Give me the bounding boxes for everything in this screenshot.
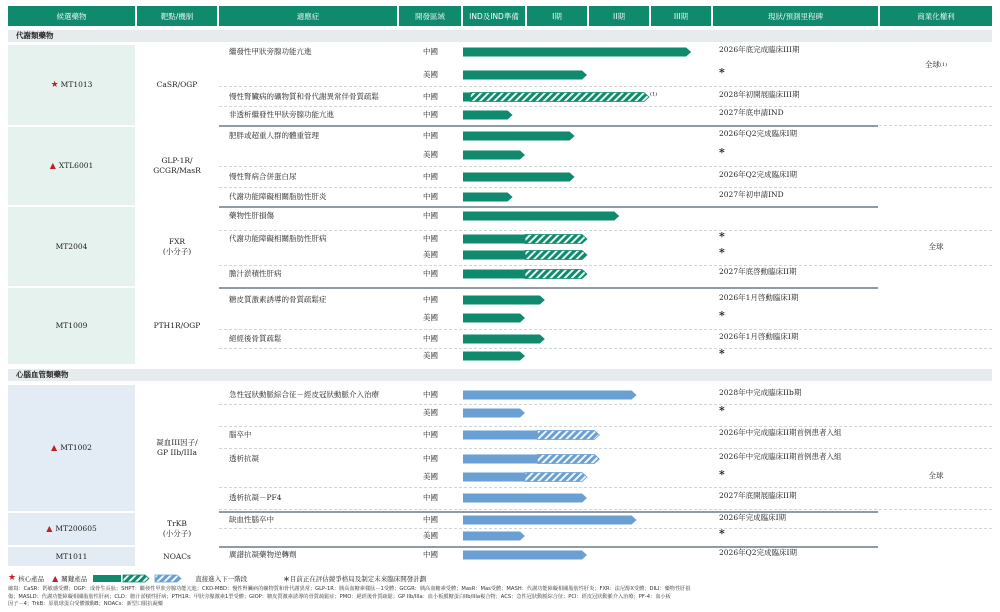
progress-bar <box>463 132 575 141</box>
milestone-status: * <box>719 146 725 159</box>
milestone-status: 2026年1月啓動臨床I期 <box>719 332 799 341</box>
rights-text: 全球 <box>924 60 940 69</box>
bar-hatched-segment <box>537 455 599 464</box>
column-header: II期 <box>589 6 649 26</box>
bar-solid-segment <box>463 551 587 560</box>
progress-bar <box>463 296 545 305</box>
core-product-star-icon: ★ <box>8 573 17 583</box>
milestone-status: * <box>719 347 725 360</box>
progress-bar <box>463 409 525 418</box>
milestone-status: 2026年Q2完成臨床I期 <box>719 129 797 138</box>
bar-solid-segment <box>463 431 537 440</box>
bar-solid-segment <box>463 71 587 80</box>
region: 中國 <box>423 47 438 56</box>
region: 美國 <box>423 408 438 417</box>
bar-solid-segment <box>463 352 525 361</box>
indication: 絕經後骨質疏鬆 <box>229 334 282 343</box>
legend-core-label: 核心產品 <box>18 574 45 583</box>
bar-solid-segment <box>463 409 525 418</box>
progress-bar <box>463 71 587 80</box>
milestone-status: 2026年完成臨床I期 <box>719 513 787 522</box>
region: 美國 <box>423 351 438 360</box>
bar-solid-segment <box>463 532 525 541</box>
progress-bar <box>463 235 587 244</box>
legend-key-label: 關鍵產品 <box>61 574 88 583</box>
bar-solid-segment <box>463 455 537 464</box>
column-header: IND及IND準備 <box>463 6 525 26</box>
candidate-name: MT1002 <box>60 443 92 452</box>
asterisk-icon: ＊ <box>283 574 290 583</box>
indication: 藥物性肝損傷 <box>229 211 274 220</box>
milestone-status: * <box>719 246 725 259</box>
region: 中國 <box>423 211 438 220</box>
region: 中國 <box>423 92 438 101</box>
target-mechanism: CaSR/OGP <box>156 80 198 89</box>
column-header: 開發區域 <box>399 6 461 26</box>
milestone-status: * <box>719 230 725 243</box>
milestone-status: 2026年中完成臨床II期首例患者入組 <box>719 428 842 437</box>
legend-hatch-swatches <box>93 574 185 583</box>
core-product-star-icon: ★ <box>50 80 59 90</box>
region: 中國 <box>423 234 438 243</box>
column-header: 商業化權利 <box>880 6 992 26</box>
milestone-status: 2026年Q2完成臨床I期 <box>719 548 797 557</box>
candidate-name: MT2004 <box>55 241 88 251</box>
candidate-name: MT1009 <box>55 321 88 330</box>
progress-bar <box>463 551 587 560</box>
milestone-status: 2027年初申請IND <box>719 190 784 199</box>
indication: 慢性腎臟病的礦物質和骨代謝異常伴骨質疏鬆 <box>229 92 379 101</box>
region: 中國 <box>423 493 438 502</box>
column-header: I期 <box>527 6 587 26</box>
legend-star-note: 目前正在評估競爭格局及制定未來臨床開發計劃 <box>289 574 427 583</box>
region: 美國 <box>423 150 438 159</box>
milestone-status: 2028年中完成臨床IIb期 <box>719 388 802 397</box>
column-header: 現狀/預測里程碑 <box>713 6 878 26</box>
milestone-status: * <box>719 309 725 322</box>
region: 美國 <box>423 472 438 481</box>
indication: 慢性腎病合併蛋白尿 <box>229 172 297 181</box>
progress-bar <box>463 111 513 120</box>
progress-bar <box>463 212 619 221</box>
progress-bar <box>463 193 513 202</box>
region: 中國 <box>423 172 438 181</box>
bar-solid-segment <box>463 193 513 202</box>
progress-bar <box>463 352 525 361</box>
target-mechanism: FXR (小分子) <box>162 236 192 256</box>
milestone-status: 2026年中完成臨床II期首例患者入組 <box>719 452 842 461</box>
bar-solid-segment <box>463 251 525 260</box>
target-mechanism: TrKB (小分子) <box>162 519 192 538</box>
region: 中國 <box>423 269 438 278</box>
region: 中國 <box>423 295 438 304</box>
rights-text: 全球 <box>928 241 944 251</box>
bar-hatched-segment <box>525 270 587 279</box>
bar-solid-segment <box>463 270 525 279</box>
progress-bar <box>463 391 637 400</box>
region: 中國 <box>423 550 438 559</box>
section-title-metabolic: 代謝類藥物 <box>8 30 992 42</box>
candidate-name: MT200605 <box>55 524 97 533</box>
milestone-status: 2026年底完成臨床III期 <box>719 45 800 54</box>
region: 中國 <box>423 430 438 439</box>
region: 美國 <box>423 250 438 259</box>
section-title-cardio: 心腦血管類藥物 <box>8 369 992 381</box>
column-header: 候選藥物 <box>8 6 135 26</box>
bar-solid-segment <box>463 473 525 482</box>
rights-note: (1) <box>939 62 948 68</box>
bar-hatched-segment <box>525 251 587 260</box>
key-product-triangle-icon: ▲ <box>52 573 59 583</box>
indication: 非透析繼發性甲狀旁腺功能亢進 <box>229 110 334 119</box>
progress-bar <box>463 532 525 541</box>
progress-bar <box>463 473 587 482</box>
target-mechanism: 凝血III因子/ GP IIb/IIIa <box>156 438 198 457</box>
indication: 糖皮質激素誘導的骨質疏鬆症 <box>229 295 327 304</box>
column-header: 適應症 <box>219 6 397 26</box>
legend-direct-label: 直接進入下一階段 <box>195 574 248 583</box>
milestone-status: * <box>719 527 725 540</box>
column-header: 靶點/機制 <box>137 6 217 26</box>
bar-solid-segment <box>463 296 545 305</box>
progress-bar <box>463 173 575 182</box>
region: 中國 <box>423 390 438 399</box>
bar-hatched-segment <box>525 473 587 482</box>
milestone-status: 2026年1月啓動臨床I期 <box>719 293 799 302</box>
region: 中國 <box>423 192 438 201</box>
indication: 代謝功能障礙相關脂肪性肝炎 <box>229 192 327 201</box>
milestone-status: * <box>719 404 725 417</box>
bar-solid-segment <box>463 212 619 221</box>
bar-hatched-segment <box>470 93 649 102</box>
bar-solid-segment <box>463 391 637 400</box>
region: 美國 <box>423 531 438 540</box>
milestone-status: 2026年Q2完成臨床I期 <box>719 170 797 179</box>
target-mechanism: GLP-1R/ GCGR/MasR <box>153 156 201 175</box>
region: 中國 <box>423 110 438 119</box>
milestone-status: 2027年底申請IND <box>719 108 784 117</box>
indication: 膽汁淤積性肝病 <box>229 269 282 278</box>
progress-bar <box>463 48 691 57</box>
milestone-status: 2027年底開展臨床II期 <box>719 491 797 500</box>
progress-bar <box>463 494 587 503</box>
region: 中國 <box>423 515 438 524</box>
bar-solid-segment <box>463 173 575 182</box>
rights-text: 全球 <box>928 470 944 480</box>
bar-solid-segment <box>463 111 513 120</box>
key-product-triangle-icon: ▲ <box>51 443 58 452</box>
indication: 繼發性甲狀旁腺功能亢進 <box>229 47 312 56</box>
candidate-name: MT1011 <box>55 551 88 561</box>
bar-hatched-segment <box>525 235 587 244</box>
indication: 代謝功能障礙相關脂肪性肝病 <box>229 234 327 243</box>
progress-bar <box>463 455 599 464</box>
progress-bar <box>463 151 525 160</box>
bar-solid-segment <box>463 335 545 344</box>
bar-note: (1) <box>650 91 658 98</box>
bar-hatched-segment <box>537 431 599 440</box>
footnote-line: 因子－4；TrkB：原肌球蛋白受體激酶B；NOACs：新型口服抗凝藥 <box>8 601 163 607</box>
column-header: III期 <box>651 6 711 26</box>
footnote-line: 傷；MASLD：代謝功能障礙相關脂肪性肝病；CLD：膽汁淤積性肝病；PTH1R：甲狀旁腺激素1型受體；GIOP：糖皮質激素誘導的骨質疏鬆症；PMO：絕經後骨質疏鬆；GP IIb/IIIa：血小板膜糖蛋白IIb/IIIa複合物；ACS：急性冠狀動脈綜合征；PCI：經皮冠狀動脈介入治療；PF-4：血小板 <box>8 593 671 600</box>
region: 中國 <box>423 334 438 343</box>
key-product-triangle-icon: ▲ <box>49 161 56 170</box>
target-mechanism: PTH1R/OGP <box>153 321 201 330</box>
candidate-name: MT1013 <box>60 80 93 89</box>
candidate-name: XTL6001 <box>58 161 94 170</box>
progress-bar <box>463 431 599 440</box>
region: 美國 <box>423 70 438 79</box>
legend <box>8 573 426 583</box>
milestone-status: * <box>719 66 725 79</box>
indication: 缺血性腦卒中 <box>229 515 274 524</box>
region: 中國 <box>423 131 438 140</box>
bar-solid-segment <box>463 516 637 525</box>
progress-bar <box>463 270 587 279</box>
milestone-status: * <box>719 468 725 481</box>
progress-bar <box>463 314 525 323</box>
indication: 肥胖或超重人群的體重管理 <box>229 131 319 140</box>
key-product-triangle-icon: ▲ <box>46 524 53 533</box>
region: 美國 <box>423 313 438 322</box>
milestone-status: 2028年初開展臨床III期 <box>719 90 800 99</box>
bar-solid-segment <box>463 151 525 160</box>
indication: 腦卒中 <box>229 430 252 439</box>
bar-solid-segment <box>463 132 575 141</box>
bar-solid-segment <box>463 494 587 503</box>
footnote-line: 縮寫：CaSR：鈣敏感受體；OGP：成骨生長肽；SHPT：繼發性甲狀旁腺功能亢進；CKD-MBD：慢性腎臟病的礦物質和骨代謝異常；GLP-1R：胰高血糖素樣肽－1受體；GCGR：胰高血糖素受體；MasR：Mas受體；MASH：代謝功能障礙相關脂肪性肝炎；FXR：法尼醇X受體；DILI：藥物性肝損 <box>8 586 691 592</box>
indication: 急性冠狀動脈綜合征－經皮冠狀動脈介入治療 <box>229 390 379 399</box>
indication: 透析抗凝 <box>229 454 259 463</box>
indication: 廣譜抗凝藥物逆轉劑 <box>229 550 297 559</box>
progress-bar <box>463 335 545 344</box>
bar-solid-segment <box>463 314 525 323</box>
bar-solid-segment <box>463 235 525 244</box>
bar-solid-segment <box>463 93 470 102</box>
progress-bar <box>463 251 587 260</box>
progress-bar <box>463 516 637 525</box>
target-mechanism: NOACs <box>163 551 191 561</box>
milestone-status: 2027年底啓動臨床II期 <box>719 267 797 276</box>
progress-bar <box>463 93 649 102</box>
bar-solid-segment <box>463 48 691 57</box>
indication: 透析抗凝－PF4 <box>229 493 282 502</box>
region: 中國 <box>423 454 438 463</box>
